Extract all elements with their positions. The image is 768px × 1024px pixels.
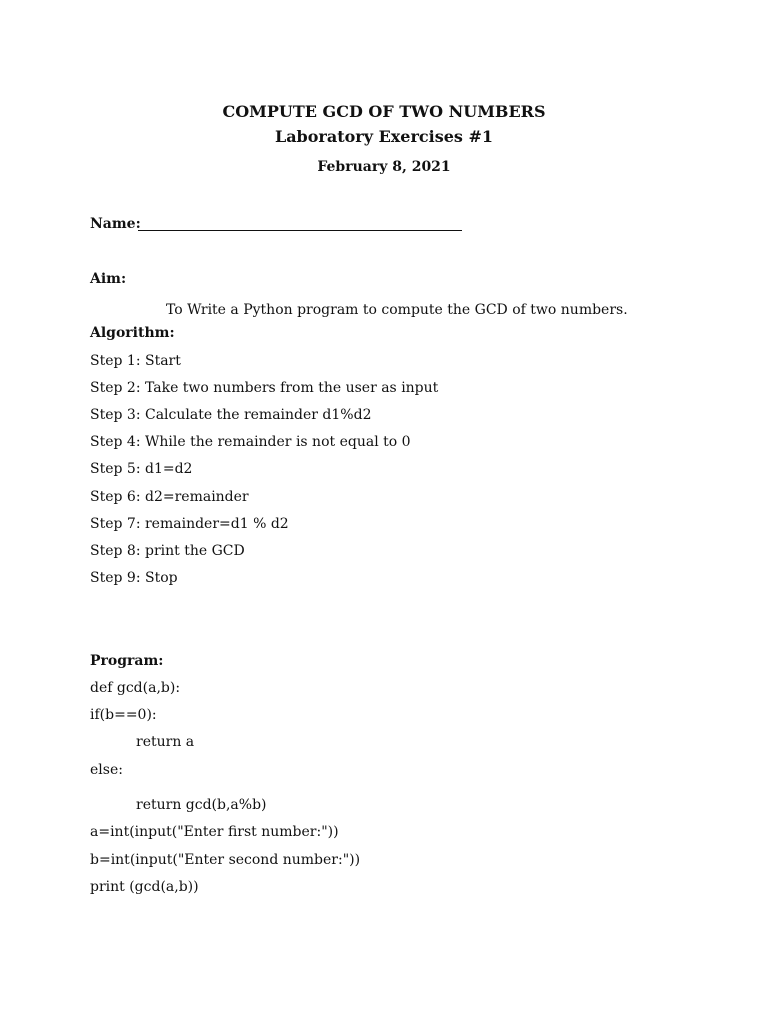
code-line: return gcd(b,a%b) [136, 797, 267, 813]
aim-text: To Write a Python program to compute the GCD of two numbers. [166, 302, 628, 318]
document-title: COMPUTE GCD OF TWO NUMBERS [222, 102, 546, 121]
code-line: b=int(input("Enter second number:")) [90, 852, 361, 868]
aim-heading: Aim: [90, 271, 127, 287]
algorithm-step: Step 3: Calculate the remainder d1%d2 [90, 407, 372, 423]
algorithm-step: Step 4: While the remainder is not equal to 0 [90, 434, 411, 450]
algorithm-step: Step 1: Start [90, 353, 181, 369]
algorithm-step: Step 9: Stop [90, 570, 178, 586]
code-line: return a [136, 734, 195, 750]
document-subtitle: Laboratory Exercises #1 [274, 127, 494, 146]
algorithm-step: Step 5: d1=d2 [90, 461, 193, 477]
code-line: a=int(input("Enter first number:")) [90, 824, 339, 840]
name-label: Name: [90, 216, 141, 232]
program-heading: Program: [90, 653, 164, 669]
code-line: def gcd(a,b): [90, 680, 181, 696]
document-date: February 8, 2021 [317, 159, 451, 175]
algorithm-heading: Algorithm: [90, 325, 175, 341]
code-line: if(b==0): [90, 707, 157, 723]
name-blank-line [138, 230, 462, 231]
algorithm-step: Step 8: print the GCD [90, 543, 245, 559]
algorithm-step: Step 2: Take two numbers from the user as input [90, 380, 439, 396]
code-line: print (gcd(a,b)) [90, 879, 199, 895]
algorithm-step: Step 7: remainder=d1 % d2 [90, 516, 289, 532]
algorithm-step: Step 6: d2=remainder [90, 489, 249, 505]
code-line: else: [90, 762, 123, 778]
